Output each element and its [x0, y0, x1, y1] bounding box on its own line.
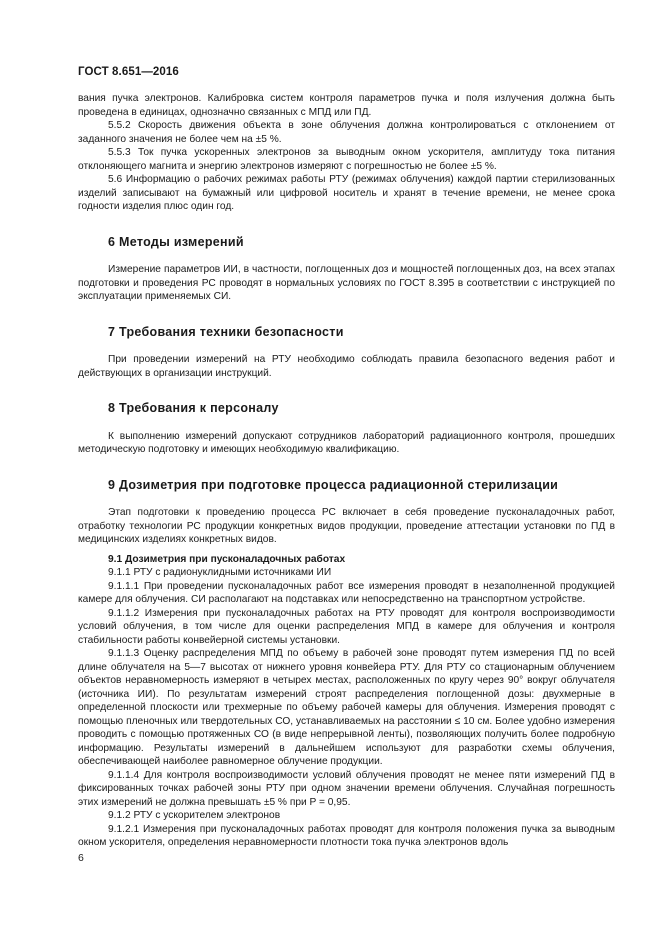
section-8-body: К выполнению измерений допускают сотрудников лабораторий радиационного контроля, прошедших методическую подготовку и имеющих необходимую квалификацию. [78, 430, 615, 455]
paragraph-5-6: 5.6 Информацию о рабочих режимах работы РТУ (режимах облучения) каждой партии стерилизованных изделий записывают на бумажный или цифровой носитель и хранят в течение времени, не менее срока годности изделия плюс один год. [78, 174, 615, 212]
section-9-heading: 9 Дозиметрия при подготовке процесса радиационной стерилизации [108, 477, 559, 492]
paragraph-9-1-2-1: 9.1.2.1 Измерения при пусконаладочных работах проводят для контроля положения пучка за выводным окном ускорителя, определения неравномерности плотности тока пучка электронов вдоль [78, 823, 615, 848]
subsection-9-1-1: 9.1.1 РТУ с радионуклидными источниками ИИ [108, 567, 332, 578]
section-7-body: При проведении измерений на РТУ необходимо соблюдать правила безопасного ведения работ и действующих в организации инструкций. [78, 354, 615, 379]
paragraph-5-5-3: 5.5.3 Ток пучка ускоренных электронов за выводным окном ускорителя, амплитуду тока питания отклоняющего магнита и энергию электронов измеряют с погрешностью не более ±5 %. [78, 147, 615, 172]
section-9-body: Этап подготовки к проведению процесса РС включает в себя проведение пусконаладочных работ, отработку технологии РС продукции конкретных видов продукции, проведение аттестации установки по ПД в медицинских изделиях конкретных видов. [78, 507, 615, 545]
paragraph-9-1-1-3: 9.1.1.3 Оценку распределения МПД по объему в рабочей зоне проводят путем измерения ПД по всей длине облучателя на 5—7 высотах от нижнего уровня конвейера РТУ. Для РТУ со стационарным облучением объектов неравномерность измеряют в четырех местах, расположенных по кругу через 90° вокруг облучателя (источника ИИ). По результатам измерений строят распределения поглощенной дозы: двухмерные в определенной плоскости или трехмерные по объему рабочей камеры для облучения. Измерения проводят с помощью пленочных или твердотельных СО, устанавливаемых на расстоянии ≤ 10 см. Более удобно измерения проводить с помощью протяженных СО (в виде непрерывной ленты), позволяющих получить более подробную информацию. Результаты измерений в дальнейшем используют для разработки схемы облучения, обеспечивающей наиболее равномерное облучение продукции. [78, 648, 615, 767]
paragraph-9-1-1-2: 9.1.1.2 Измерения при пусконаладочных работах на РТУ проводят для контроля воспроизводимости условий облучения, в том числе для оценки распределения МПД в камере для облучения и контроля стабильности работы конвейерной системы установки. [78, 607, 615, 646]
subsection-9-1-heading: 9.1 Дозиметрия при пусконаладочных работах [108, 553, 346, 565]
document-body [78, 92, 615, 850]
paragraph-9-1-1-4: 9.1.1.4 Для контроля воспроизводимости условий облучения проводят не менее пяти измерений ПД в фиксированных точках рабочей зоны РТУ при одном значении времени облучения. Случайная погрешность этих измерений не должна превышать ±5 % при P = 0,95. [78, 769, 615, 808]
page-header: ГОСТ 8.651—2016 [78, 66, 179, 78]
paragraph-5-5-2: 5.5.2 Скорость движения объекта в зоне облучения должна контролироваться с отклонением от заданного значения не более чем на ±5 %. [78, 120, 615, 145]
paragraph-continuation: вания пучка электронов. Калибровка систем контроля параметров пучка и поля излучения должна быть проведена в единицах, однозначно связанных с МПД или ПД. [78, 93, 615, 118]
section-6-heading: 6 Методы измерений [108, 234, 244, 249]
section-7-heading: 7 Требования техники безопасности [108, 324, 344, 339]
section-8-heading: 8 Требования к персоналу [108, 401, 279, 415]
page-number: 6 [78, 852, 84, 864]
paragraph-9-1-1-1: 9.1.1.1 При проведении пусконаладочных работ все измерения проводят в незаполненной продукцией камере для облучения. СИ располагают на подставках или непосредственно на транспортном устройстве. [78, 580, 615, 605]
subsection-9-1-2: 9.1.2 РТУ с ускорителем электронов [108, 810, 281, 821]
section-6-body: Измерение параметров ИИ, в частности, поглощенных доз и мощностей поглощенных доз, на всех этапах подготовки и проведения РС проводят в нормальных условиях по ГОСТ 8.395 в соответствии с инструкцией по эксплуатации применяемых СИ. [78, 264, 615, 302]
